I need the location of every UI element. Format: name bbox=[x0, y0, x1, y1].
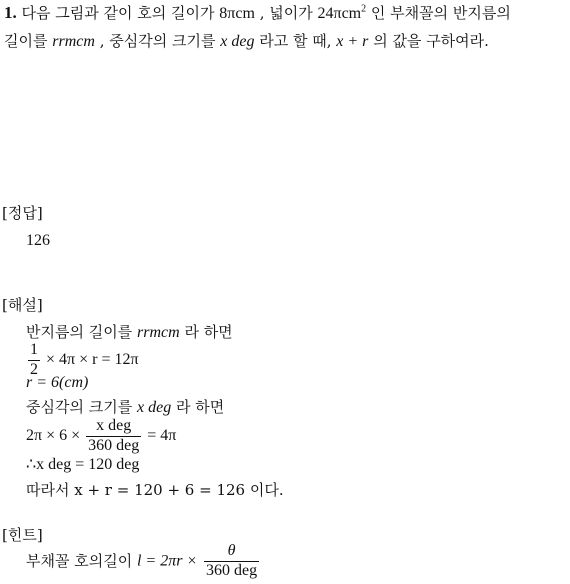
hint-label: [힌트] bbox=[2, 526, 43, 544]
solution-line-7: 따라서 x + r = 120 + 6 = 126 이다. bbox=[26, 481, 284, 499]
solution-line-5: 2π × 6 × $\frac{\text{x deg}}{\text{360 deg}}$ = 4π bbox=[26, 417, 177, 454]
solution-line-1: 반지름의 길이를 rrmcm 라 하면 bbox=[26, 323, 233, 341]
hint-line: 부채꼴 호의길이 l = 2πr × $\frac{\theta}{\text{360 deg}}$ bbox=[26, 542, 258, 579]
problem-number: 1. bbox=[4, 3, 17, 22]
problem-text: 길이를 bbox=[4, 32, 48, 50]
problem-text: 라고 할 때, bbox=[259, 32, 332, 50]
angle-variable: x deg bbox=[136, 399, 172, 416]
sum-expression: x + r bbox=[336, 33, 369, 50]
problem-line-2 bbox=[4, 34, 489, 50]
solution-line-6: ∴x deg = 120 deg bbox=[26, 456, 140, 473]
problem-text: , 중심각의 크기를 bbox=[99, 32, 216, 50]
radius-variable: rrmcm bbox=[136, 324, 180, 341]
arc-length: 8πcm bbox=[219, 5, 255, 22]
problem-text: 의 값을 구하여라. bbox=[373, 32, 489, 50]
fraction: $\frac{\text{x deg}}{\text{360 deg}}$ bbox=[88, 417, 140, 454]
problem-text: 다음 그림과 같이 호의 길이가 bbox=[21, 4, 215, 22]
solution-label: [해설] bbox=[2, 296, 43, 314]
angle-variable: x deg bbox=[220, 33, 255, 50]
solution-line-3: r = 6(cm) bbox=[26, 374, 89, 391]
problem-text: 인 부채꼴의 반지름의 bbox=[370, 4, 511, 22]
area-value: 24πcm$^2$ bbox=[317, 3, 367, 22]
problem-line-1 bbox=[4, 4, 511, 22]
problem-text: , 넓이가 bbox=[259, 4, 313, 22]
solution-line-2: $\frac{1}{2}$ × 4π × r = 12π bbox=[30, 341, 139, 378]
answer-value: 126 bbox=[26, 232, 50, 249]
solution-line-4: 중심각의 크기를 x deg 라 하면 bbox=[26, 398, 225, 416]
fraction: $\frac{1}{2}$ bbox=[30, 341, 38, 378]
radius-variable: rrmcm bbox=[52, 33, 95, 50]
fraction: $\frac{\theta}{\text{360 deg}}$ bbox=[206, 542, 258, 579]
answer-label: [정답] bbox=[2, 204, 43, 222]
